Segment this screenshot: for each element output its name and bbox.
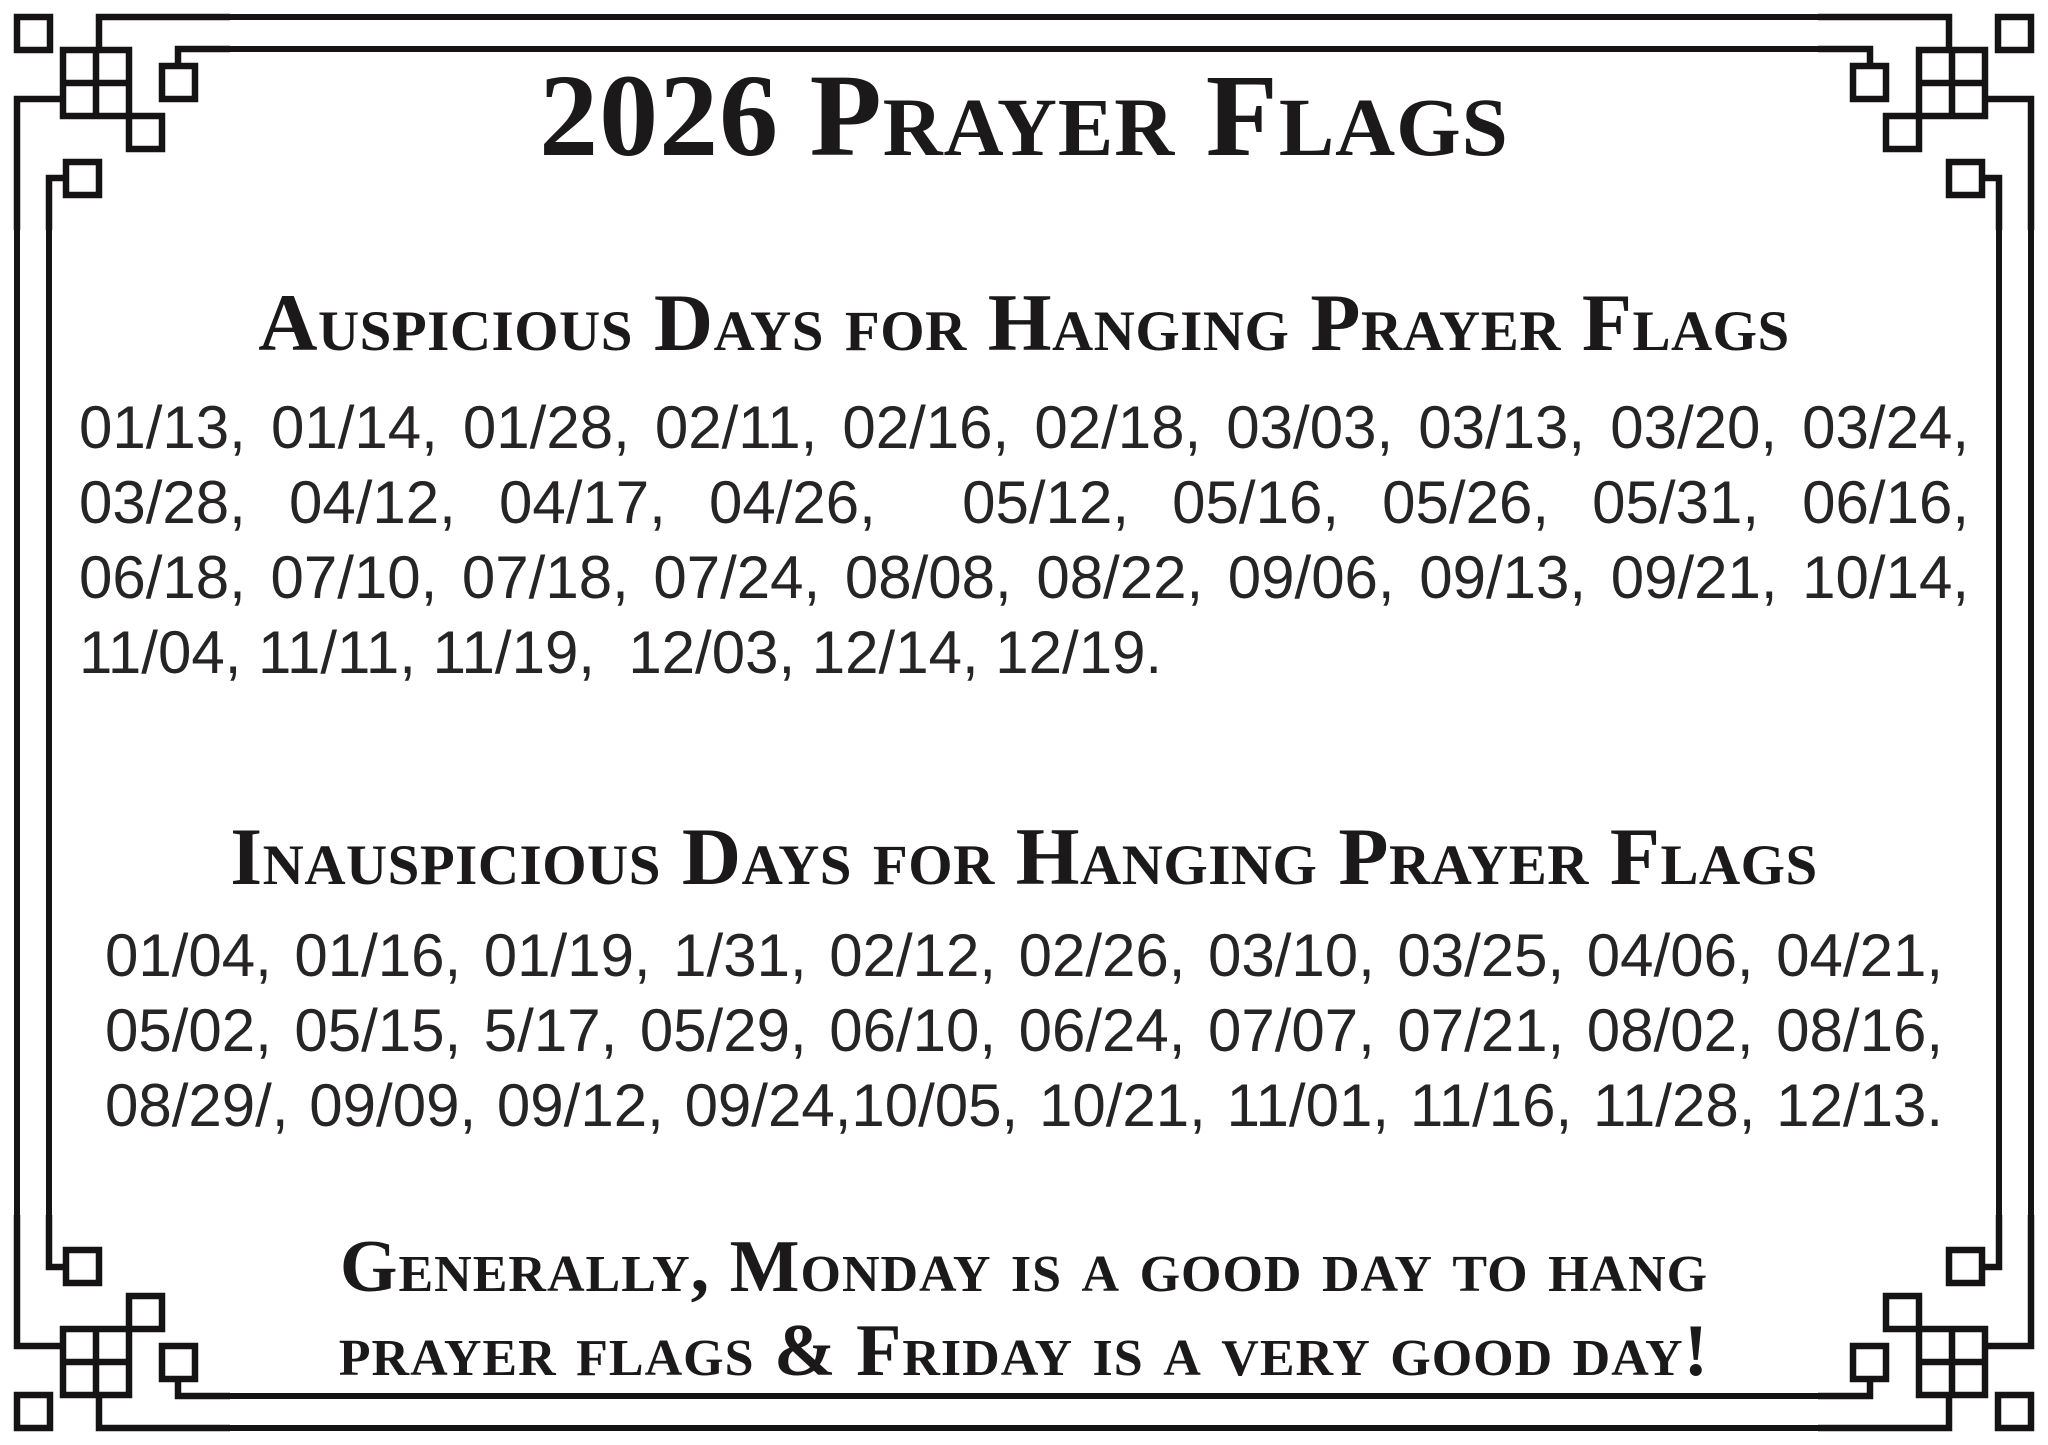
auspicious-dates-list — [79, 390, 1969, 690]
corner-ornament-bottom-right-icon — [1818, 1215, 2048, 1445]
inauspicious-dates-list — [79, 918, 1969, 1143]
auspicious-date-line-2: 03/28, 04/12, 04/17, 04/26, 05/12, 05/16, 05/26, 05/31, 06/16, — [79, 469, 1969, 536]
corner-ornament-bottom-left-icon — [0, 1215, 230, 1445]
inauspicious-date-line-1: 01/04, 01/16, 01/19, 1/31, 02/12, 02/26, 03/10, 03/25, 04/06, 04/21, — [105, 922, 1943, 989]
inauspicious-date-line-3: 08/29/, 09/09, 09/12, 09/24,10/05, 10/21, 11/01, 11/16, 11/28, 12/13. — [105, 1072, 1943, 1139]
auspicious-date-line-1: 01/13, 01/14, 01/28, 02/11, 02/16, 02/18, 03/03, 03/13, 03/20, 03/24, — [79, 394, 1969, 461]
inauspicious-heading: Inauspicious Days for Hanging Prayer Flags — [230, 811, 1818, 902]
footer-note — [79, 1225, 1969, 1393]
auspicious-date-line-4: 11/04, 11/11, 11/19, 12/03, 12/14, 12/19. — [79, 619, 1163, 686]
poster-content — [79, 0, 1969, 1393]
auspicious-heading: Auspicious Days for Hanging Prayer Flags — [258, 277, 1790, 368]
footer-note-line-2: prayer flags & Friday is a very good day! — [338, 1310, 1710, 1392]
auspicious-date-line-3: 06/18, 07/10, 07/18, 07/24, 08/08, 08/22, 09/06, 09/13, 09/21, 10/14, — [79, 544, 1969, 611]
poster-title: 2026 Prayer Flags — [539, 50, 1509, 181]
corner-ornament-top-left-icon — [0, 0, 230, 230]
corner-ornament-top-right-icon — [1818, 0, 2048, 230]
inauspicious-date-line-2: 05/02, 05/15, 5/17, 05/29, 06/10, 06/24, 07/07, 07/21, 08/02, 08/16, — [105, 997, 1943, 1064]
footer-note-line-1: Generally, Monday is a good day to hang — [339, 1226, 1709, 1308]
